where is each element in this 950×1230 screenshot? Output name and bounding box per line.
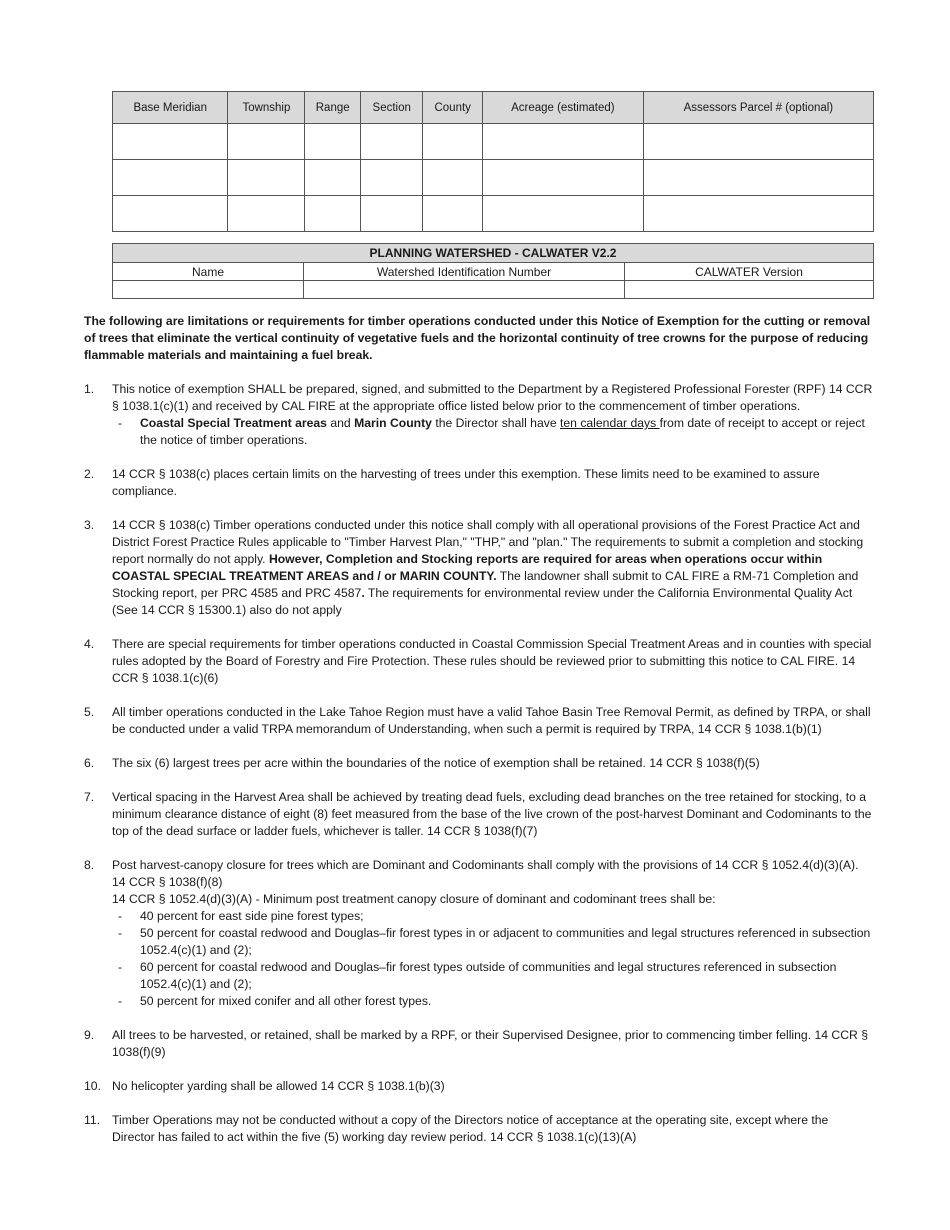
- text: from date of receipt to accept or reject the notice of timber operations.: [140, 416, 865, 447]
- table-cell[interactable]: [643, 196, 873, 232]
- dash: -: [118, 960, 123, 974]
- list-item: [84, 1027, 874, 1061]
- col-assessors-parcel: Assessors Parcel # (optional): [643, 92, 873, 124]
- list-item: [84, 704, 874, 738]
- table-cell[interactable]: [228, 196, 305, 232]
- location-header-row: [113, 92, 874, 124]
- sub-bullet: [112, 908, 874, 925]
- table-cell[interactable]: [361, 196, 423, 232]
- item-number: 5.: [84, 705, 95, 719]
- item-text: This notice of exemption SHALL be prepared, signed, and submitted to the Department by a Registered Professional Forester (RPF) 14 CCR § 1038.1(c)(1) and received by CAL FIRE at the appropriate office listed below prior to the commencement of timber operations.: [112, 382, 873, 413]
- table-row: [113, 160, 874, 196]
- watershed-table: [112, 243, 874, 299]
- table-cell[interactable]: [305, 124, 361, 160]
- bold-text: Coastal Special Treatment areas: [140, 416, 327, 430]
- table-cell[interactable]: [305, 196, 361, 232]
- table-cell[interactable]: [113, 196, 228, 232]
- item-number: 3.: [84, 518, 95, 532]
- item-text: All timber operations conducted in the Lake Tahoe Region must have a valid Tahoe Basin Tree Removal Permit, as defined by TRPA, or shall be conducted under a valid TRPA memorandum of Understanding, when such a permit is required by TRPA, 14 CCR § 1038.1(b)(1): [112, 705, 871, 736]
- col-watershed-id: Watershed Identification Number: [304, 263, 625, 281]
- item-text: 14 CCR § 1052.4(d)(3)(A) - Minimum post treatment canopy closure of dominant and codominant trees shall be:: [112, 892, 716, 906]
- item-number: 2.: [84, 467, 95, 481]
- bold-text: .: [361, 586, 365, 600]
- item-number: 11.: [84, 1113, 101, 1127]
- list-item: [84, 466, 874, 500]
- item-text: Timber Operations may not be conducted without a copy of the Directors notice of acceptance at the operating site, except where the Director has failed to act within the five (5) working day review period. 14 CCR § 1038.1(c)(13)(A): [112, 1113, 829, 1144]
- bold-text: Marin County: [354, 416, 432, 430]
- dash: -: [118, 909, 123, 923]
- list-item: [84, 755, 874, 772]
- text: 14 CCR § 1038(c) Timber operations conducted under this notice shall comply with all operational provisions of the Forest Practice Act and District Forest Practice Rules applicable to "Timber Harvest Plan," "THP," and "plan." The requirements to submit a completion and stocking report normally do not apply.: [112, 518, 864, 566]
- table-cell[interactable]: [361, 124, 423, 160]
- table-cell[interactable]: [482, 124, 643, 160]
- bullet-text: 50 percent for coastal redwood and Douglas–fir forest types in or adjacent to communities and legal structures referenced in subsection 1052.4(c)(1) and (2);: [140, 926, 871, 957]
- sub-bullet: [112, 993, 874, 1010]
- table-cell[interactable]: [113, 124, 228, 160]
- dash: -: [118, 416, 123, 430]
- col-county: County: [423, 92, 483, 124]
- intro-paragraph: The following are limitations or requirements for timber operations conducted under this Notice of Exemption for the cutting or removal of trees that eliminate the vertical continuity of vegetative fuels and the horizontal continuity of tree crowns for the purpose of reducing flammable materials and maintaining a fuel break.: [84, 314, 871, 362]
- table-cell[interactable]: [643, 124, 873, 160]
- item-number: 1.: [84, 382, 95, 396]
- table-row: [113, 124, 874, 160]
- item-text: No helicopter yarding shall be allowed 14 CCR § 1038.1(b)(3): [112, 1079, 445, 1093]
- table-cell[interactable]: [423, 196, 483, 232]
- watershed-title: PLANNING WATERSHED - CALWATER V2.2: [113, 244, 874, 263]
- item-text: Post harvest-canopy closure for trees which are Dominant and Codominants shall comply with the provisions of 14 CCR § 1052.4(d)(3)(A). 14 CCR § 1038(f)(8): [112, 858, 859, 889]
- table-cell[interactable]: [482, 196, 643, 232]
- item-number: 8.: [84, 858, 95, 872]
- table-cell[interactable]: [423, 160, 483, 196]
- watershed-name-cell[interactable]: [113, 281, 304, 299]
- item-number: 7.: [84, 790, 95, 804]
- text: and: [326, 416, 355, 430]
- bullet-text: 40 percent for east side pine forest types;: [140, 909, 364, 923]
- list-item: [84, 789, 874, 840]
- table-cell[interactable]: [482, 160, 643, 196]
- item-number: 4.: [84, 637, 95, 651]
- location-table: [112, 91, 874, 232]
- underlined-text: ten calendar days: [559, 416, 660, 430]
- item-text: Vertical spacing in the Harvest Area shall be achieved by treating dead fuels, excluding dead branches on the tree retained for stocking, to a minimum clearance distance of eight (8) feet measured from the base of the live crown of the post-harvest Dominant and Codominants to the top of the dead surface or ladder fuels, whichever is taller. 14 CCR § 1038(f)(7): [112, 790, 872, 838]
- list-item: [84, 381, 874, 449]
- col-township: Township: [228, 92, 305, 124]
- item-number: 6.: [84, 756, 95, 770]
- watershed-id-cell[interactable]: [304, 281, 625, 299]
- col-section: Section: [361, 92, 423, 124]
- col-acreage: Acreage (estimated): [482, 92, 643, 124]
- list-item: [84, 1112, 874, 1146]
- bullet-text: 60 percent for coastal redwood and Douglas–fir forest types outside of communities and legal structures referenced in subsection 1052.4(c)(1) and (2);: [140, 960, 837, 991]
- sub-bullet: [112, 415, 874, 449]
- sub-bullet: [112, 925, 874, 959]
- calwater-version-cell[interactable]: [625, 281, 874, 299]
- list-item: [84, 636, 874, 687]
- table-cell[interactable]: [228, 124, 305, 160]
- list-item: [84, 857, 874, 1010]
- dash: -: [118, 926, 123, 940]
- table-cell[interactable]: [305, 160, 361, 196]
- item-text: The six (6) largest trees per acre within the boundaries of the notice of exemption shall be retained. 14 CCR § 1038(f)(5): [112, 756, 760, 770]
- table-cell[interactable]: [423, 124, 483, 160]
- col-name: Name: [113, 263, 304, 281]
- list-item: [84, 517, 874, 619]
- item-text: 14 CCR § 1038(c) places certain limits on the harvesting of trees under this exemption. These limits need to be examined to assure compliance.: [112, 467, 820, 498]
- text: The landowner shall submit to CAL FIRE a RM-71 Completion and Stocking report, per PRC 4585 and PRC 4587: [112, 569, 859, 600]
- item-text: There are special requirements for timber operations conducted in Coastal Commission Special Treatment Areas and in counties with special rules adopted by the Board of Forestry and Fire Protection. These rules should be reviewed prior to submitting this notice to CAL FIRE. 14 CCR § 1038.1(c)(6): [112, 637, 872, 685]
- bold-text: However, Completion and Stocking reports are required for areas when operations occur within COASTAL SPECIAL TREATMENT AREAS and / or MARIN COUNTY.: [112, 552, 823, 583]
- col-calwater-version: CALWATER Version: [625, 263, 874, 281]
- table-cell[interactable]: [113, 160, 228, 196]
- table-cell[interactable]: [361, 160, 423, 196]
- col-range: Range: [305, 92, 361, 124]
- requirements-list: [84, 381, 874, 1163]
- list-item: [84, 1078, 874, 1095]
- table-row: [113, 196, 874, 232]
- text: the Director shall have: [431, 416, 560, 430]
- col-base-meridian: Base Meridian: [113, 92, 228, 124]
- item-number: 10.: [84, 1079, 101, 1093]
- item-text: All trees to be harvested, or retained, shall be marked by a RPF, or their Supervised Designee, prior to commencing timber felling. 14 CCR § 1038(f)(9): [112, 1028, 868, 1059]
- text: The requirements for environmental review under the California Environmental Quality Act (See 14 CCR § 15300.1) also do not apply: [112, 586, 853, 617]
- item-number: 9.: [84, 1028, 95, 1042]
- bullet-text: 50 percent for mixed conifer and all other forest types.: [140, 994, 432, 1008]
- table-cell[interactable]: [228, 160, 305, 196]
- table-cell[interactable]: [643, 160, 873, 196]
- sub-bullet: [112, 959, 874, 993]
- dash: -: [118, 994, 123, 1008]
